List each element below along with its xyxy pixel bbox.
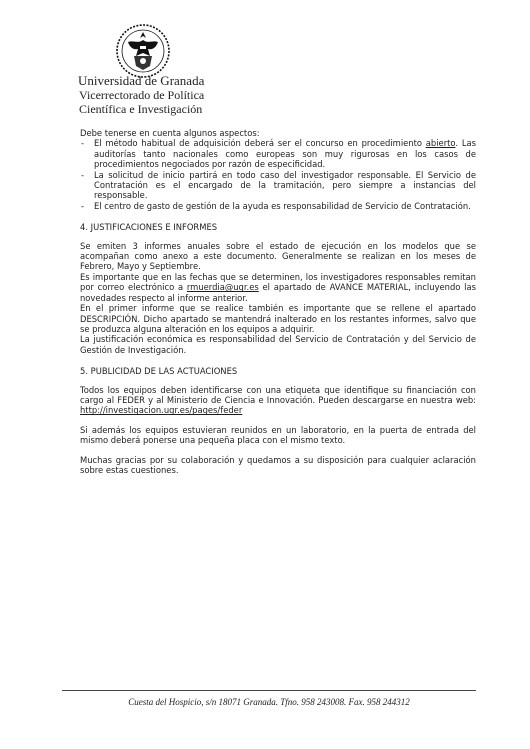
vicerrectorado-name: Vicerrectorado de Política: [79, 88, 205, 102]
aspects-list: [80, 138, 476, 211]
bullet-dash-icon: -: [81, 200, 85, 211]
section-5-paragraph-2: Si además los equipos estuvieran reunidos en un laboratorio, en la puerta de entrada del mismo deberá ponerse una pequeña placa con el mismo texto.: [80, 424, 476, 446]
section-4-paragraph-3: En el primer informe que se realice también es importante que se rellene el apartado DESCRIPCIÓN. Dicho apartado se mantendrá inalterado en los restantes informes, salvo que se produzca alguna alteración en los equipos a adquirir.: [80, 303, 476, 334]
section-4-paragraph-2: Es importante que en las fechas que se determinen, los investigadores responsables remitan por correo electrónico a rmuerdia@ugr.es el apartado de AVANCE MATERIAL, incluyendo las novedades respecto al informe anterior.: [80, 271, 477, 303]
institution-header: [78, 73, 204, 116]
bullet-dash-icon: -: [81, 138, 85, 149]
section-4-heading: 4. JUSTIFICACIONES E INFORMES: [80, 222, 218, 233]
section-4-paragraph-1: Se emiten 3 informes anuales sobre el estado de ejecución en los modelos que se acompañan como anexo a este documento. Generalmente se realizan en los meses de Febrero, Mayo y Septiembre.: [80, 240, 476, 272]
list-item: - La solicitud de inicio partirá en todo caso del investigador responsable. El Servicio de Contratación es el encargado de la tramitación, pero siempre a instancias del responsable.: [81, 169, 476, 201]
list-item: - El método habitual de adquisición deberá ser el concurso en procedimiento abierto. Las auditorías tanto nacionales como europeas son muy rigurosas en los casos de procedimientos negociados por razón de especificidad.: [81, 138, 476, 170]
abierto-link: abierto: [425, 138, 456, 149]
bullet-dash-icon: -: [81, 169, 85, 180]
area-name: Científica e Investigación: [79, 102, 203, 116]
intro-text: Debe tenerse en cuenta algunos aspectos:: [80, 128, 260, 138]
section-4-paragraph-4: La justificación económica es responsabilidad del Servicio de Contratación y del Servicio de Gestión de Investigación.: [80, 334, 476, 355]
footer-address: Cuesta del Hospicio, s/n 18071 Granada. Tfno. 958 243008. Fax. 958 244312: [128, 697, 410, 707]
footer-divider: [62, 690, 476, 691]
feder-web-link[interactable]: http://investigacion.ugr.es/pages/feder: [80, 405, 243, 416]
list-item: - El centro de gasto de gestión de la ayuda es responsabilidad de Servicio de Contratación.: [81, 200, 471, 211]
section-5-heading: 5. PUBLICIDAD DE LAS ACTUACIONES: [80, 366, 238, 377]
contact-email-link[interactable]: rmuerdia@ugr.es: [186, 282, 259, 293]
section-5-paragraph-3: Muchas gracias por su colaboración y quedamos a su disposición para cualquier aclaración sobre estas cuestiones.: [80, 454, 476, 475]
document-body: [80, 128, 476, 475]
university-name: Universidad de Granada: [78, 73, 205, 88]
section-5-paragraph-1: Todos los equipos deben identificarse con una etiqueta que identifique su financiación con cargo al FEDER y al Ministerio de Ciencia e Innovación. Pueden descargarse en nuestra web: http://investigacion.ugr.es/pages/feder: [80, 384, 476, 416]
